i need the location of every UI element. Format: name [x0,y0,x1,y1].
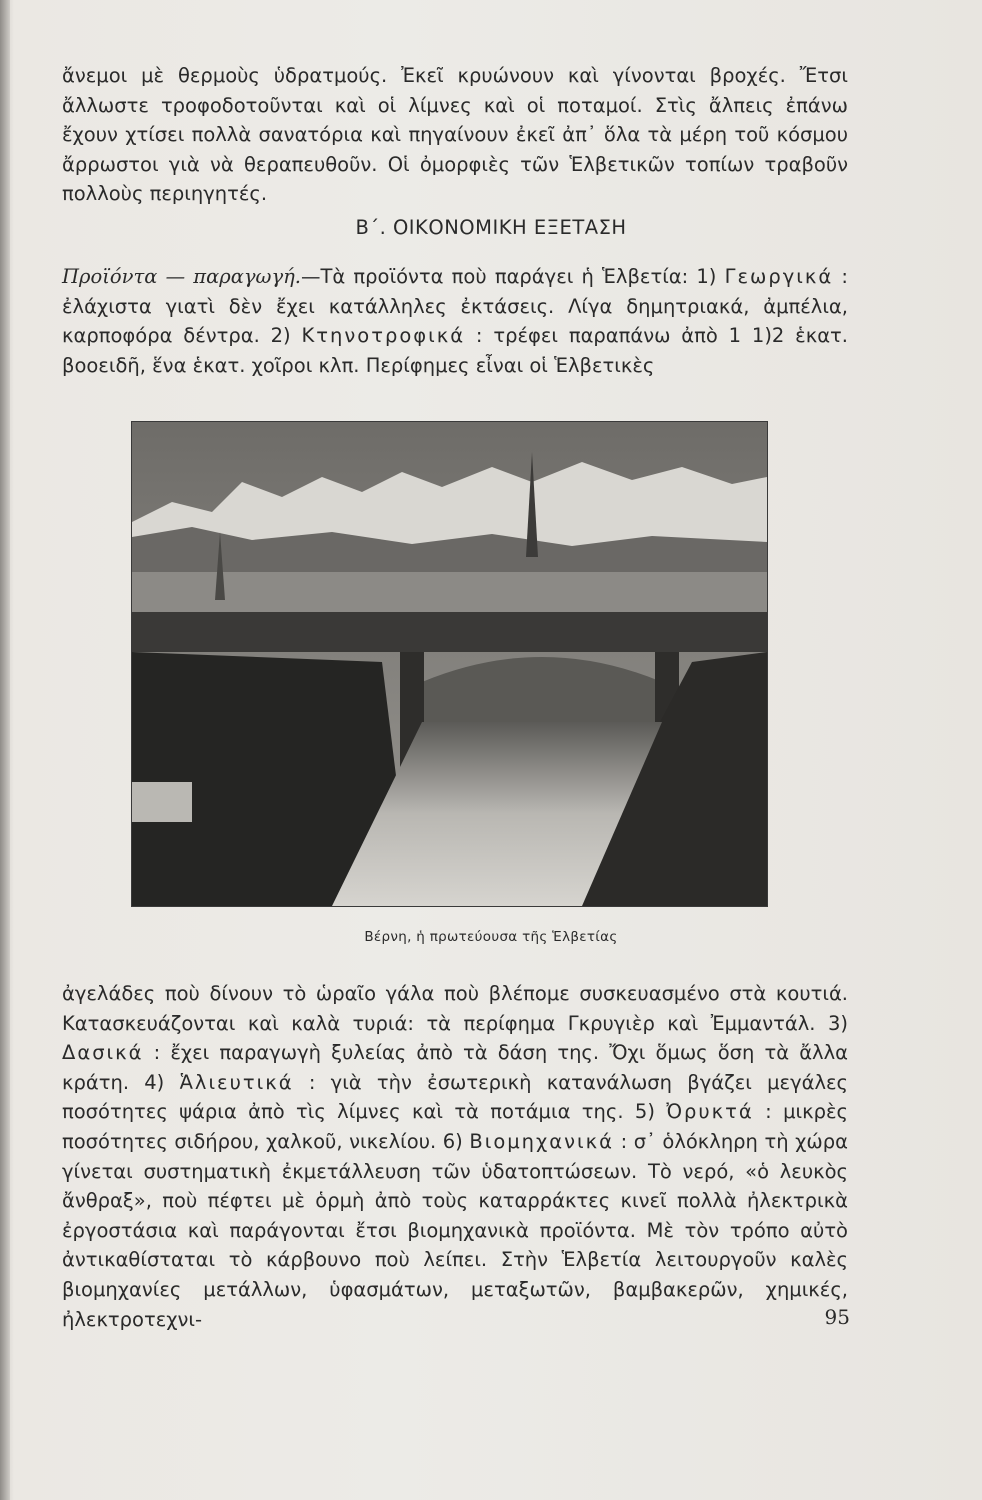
term-forest: Δασικά [62,1041,144,1065]
bridge-deck [132,612,767,652]
riverside-building [132,782,192,822]
bottom-text-1: ἀγελάδες ποὺ δίνουν τὸ ὡραῖο γάλα ποὺ βλέπομε συσκευασμένο στὰ κουτιά. Κατασκευάζονται καὶ καλὰ τυριά: τὰ περίφημα Γκρυγιὲρ καὶ Ἐμμαντάλ. 3) [62,982,848,1035]
bottom-paragraph-block [62,979,848,1334]
section-paragraph-block [62,262,848,380]
bottom-paragraph [62,979,848,1334]
bottom-text-3: : γιὰ τὴν ἐσωτερικὴ κατανάλωση βγάζει μεγάλες ποσότητες ψάρια ἀπὸ τὶς λίμνες καὶ τὰ ποτάμια της. 5) [62,1070,848,1124]
term-industrial: Βιομηχανικά [469,1129,614,1153]
page-number: 95 [824,1305,850,1329]
section-heading: Β΄. ΟΙΚΟΝΟΜΙΚΗ ΕΞΕΤΑΣΗ [355,216,627,239]
photo-caption: Βέρνη, ἡ πρωτεύουσα τῆς Ἑλβετίας [364,929,618,945]
bottom-text-2: : ἔχει παραγωγὴ ξυλείας ἀπὸ τὰ δάση της. Ὄχι ὅμως ὅση τὰ ἄλλα κράτη. 4) [62,1041,848,1094]
bottom-text-5: : σ᾿ ὁλόκληρη τὴ χώρα γίνεται συστηματικὴ ἐκμετάλλευση τῶν ὑδατοπτώσεων. Τὸ νερό, «ὁ λευκὸς ἄνθραξ», ποὺ πέφτει μὲ ὁρμὴ ἀπὸ τοὺς καταρράκτες κινεῖ πολλὰ ἠλεκτρικὰ ἐργοστάσια καὶ παράγονται ἔτσι βιομηχανικὰ προϊόντα. Μὲ τὸν τρόπο αὐτὸ ἀντικαθίσταται τὸ κάρβουνο ποὺ λείπει. Στὴν Ἑλβετία λειτουργοῦν καλὲς βιομηχανίες μετάλλων, ὑφασμάτων, μεταξωτῶν, βαμβακερῶν, χημικές, ἠλεκτροτεχνι- [62,1129,848,1331]
top-paragraph-block [62,61,848,209]
term-agricultural: Γεωργικά [724,265,834,288]
bern-bridge-photo [131,421,768,907]
section-paragraph [62,262,848,380]
section-text-1: —Τὰ προϊόντα ποὺ παράγει ἡ Ἑλβετία: 1) [300,265,717,288]
section-text-3: : τρέφει παραπάνω ἀπὸ 1 1)2 ἑκατ. βοοειδῆ, ἕνα ἑκατ. χοῖροι κλπ. Περίφημες εἶναι οἱ Ἑλβετικὲς [62,324,848,377]
term-fishing: Ἁλιευτικά [179,1070,294,1094]
photo-illustration [132,422,767,906]
term-livestock: Κτηνοτροφικά [301,324,466,348]
term-mineral: Ὀρυκτά [666,1100,754,1124]
lead-term: Προϊόντα — παραγωγή. [62,265,301,288]
section-text-2: : ἐλάχιστα γιατὶ δὲν ἔχει κατάλληλες ἐκτάσεις. Λίγα δημητριακά, ἀμπέλια, καρποφόρα δέντρα. 2) [62,265,848,348]
bottom-text-4: : μικρὲς ποσότητες σιδήρου, χαλκοῦ, νικελίου. 6) [62,1100,848,1153]
top-paragraph: ἄνεμοι μὲ θερμοὺς ὑδρατμούς. Ἐκεῖ κρυώνουν καὶ γίνονται βροχές. Ἔτσι ἄλλωστε τροφοδοτοῦνται καὶ οἱ λίμνες καὶ οἱ ποταμοί. Στὶς ἄλπεις ἐπάνω ἔχουν χτίσει πολλὰ σανατόρια καὶ πηγαίνουν ἐκεῖ ἀπ᾿ ὅλα τὰ μέρη τοῦ κόσμου ἄρρωστοι γιὰ νὰ θεραπευθοῦν. Οἱ ὀμορφιὲς τῶν Ἑλβετικῶν τοπίων τραβοῦν πολλοὺς περιηγητές. [62,64,848,206]
town-roofs [132,572,767,612]
